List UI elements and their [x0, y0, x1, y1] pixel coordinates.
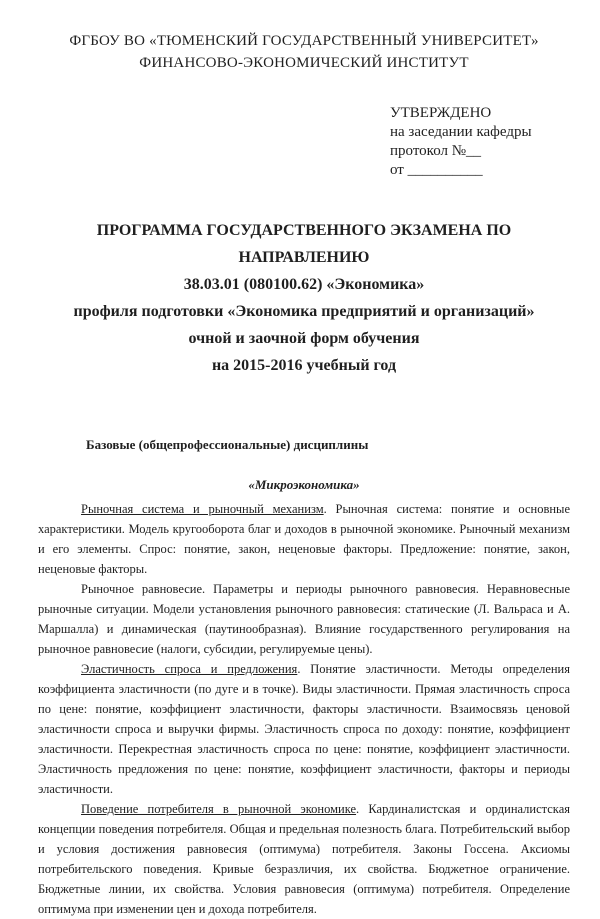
paragraph-text: . Рыночная система: понятие и основные характеристики. Модель кругооборота благ и доходов в рыночной экономике. Рыночный механизм и его элементы. Спрос: понятие, закон, неценовые факторы. Предложение: понятие, закон, неценовые факторы.: [38, 502, 570, 576]
section-body: [38, 499, 570, 919]
approval-date-line: от __________: [390, 162, 483, 178]
title-line-2: НАПРАВЛЕНИЮ: [238, 249, 370, 266]
title-line-1: ПРОГРАММА ГОСУДАРСТВЕННОГО ЭКЗАМЕНА ПО: [96, 222, 512, 239]
title-line-4: профиля подготовки «Экономика предприятий и организаций»: [73, 303, 535, 320]
approval-title: УТВЕРЖДЕНО: [390, 105, 492, 121]
approval-protocol-line: протокол №__: [390, 143, 482, 159]
paragraph-lead: Рыночная система и рыночный механизм: [81, 502, 324, 516]
paragraph-lead: Эластичность спроса и предложения: [81, 662, 298, 676]
approval-block: [390, 104, 570, 180]
title-line-5: очной и заочной форм обучения: [188, 330, 420, 347]
paragraph-text: . Кардиналистская и ординалистская концепции поведения потребителя. Общая и предельная полезность блага. Потребительский выбор и условия достижения равновесия (оптимума) потребителя. Законы Госсена. Аксиомы потребительского поведения. Кривые безразличия, их свойства. Бюджетное ограничение. Бюджетные линии, их свойства. Условия равновесия (оптимума) потребителя. Определение оптимума при изменении цен и дохода потребителя.: [38, 802, 570, 916]
title-line-6: на 2015-2016 учебный год: [211, 357, 397, 374]
paragraph-lead: Поведение потребителя в рыночной экономике: [81, 802, 357, 816]
paragraph: [38, 499, 570, 579]
paragraph: [38, 659, 570, 799]
university-name: ФГБОУ ВО «ТЮМЕНСКИЙ ГОСУДАРСТВЕННЫЙ УНИВЕРСИТЕТ»: [69, 33, 539, 49]
section-heading: Базовые (общепрофессиональные) дисциплины: [86, 437, 369, 452]
title-line-3: 38.03.01 (080100.62) «Экономика»: [183, 276, 425, 293]
paragraph: [38, 579, 570, 659]
subsection-heading: «Микроэкономика»: [248, 477, 360, 492]
university-header: [38, 30, 570, 74]
paragraph-text: . Понятие эластичности. Методы определения коэффициента эластичности (по дуге и в точке). Виды эластичности. Прямая эластичность спроса по цене: понятие, коэффициент эластичности, факторы эластичности. Взаимосвязь ценовой эластичности спроса и выручки фирмы. Эластичность спроса по доходу: понятие, коэффициент эластичности. Перекрестная эластичность спроса по цене: понятие, коэффициент эластичности. Эластичность предложения по цене: понятие, коэффициент эластичности, факторы и периоды эластичности.: [38, 662, 570, 796]
paragraph-text: Рыночное равновесие. Параметры и периоды рыночного равновесия. Неравновесные рыночные ситуации. Модели установления рыночного равновесия: статические (Л. Вальраса и А. Маршалла) и динамическая (паутинообразная). Влияние государственного регулирования на рыночное равновесие (налоги, субсидии, регулируемые цены).: [38, 582, 570, 656]
document-title: [38, 217, 570, 379]
paragraph: [38, 799, 570, 919]
approval-meeting-line: на заседании кафедры: [390, 124, 532, 140]
institute-name: ФИНАНСОВО-ЭКОНОМИЧЕСКИЙ ИНСТИТУТ: [139, 55, 469, 71]
